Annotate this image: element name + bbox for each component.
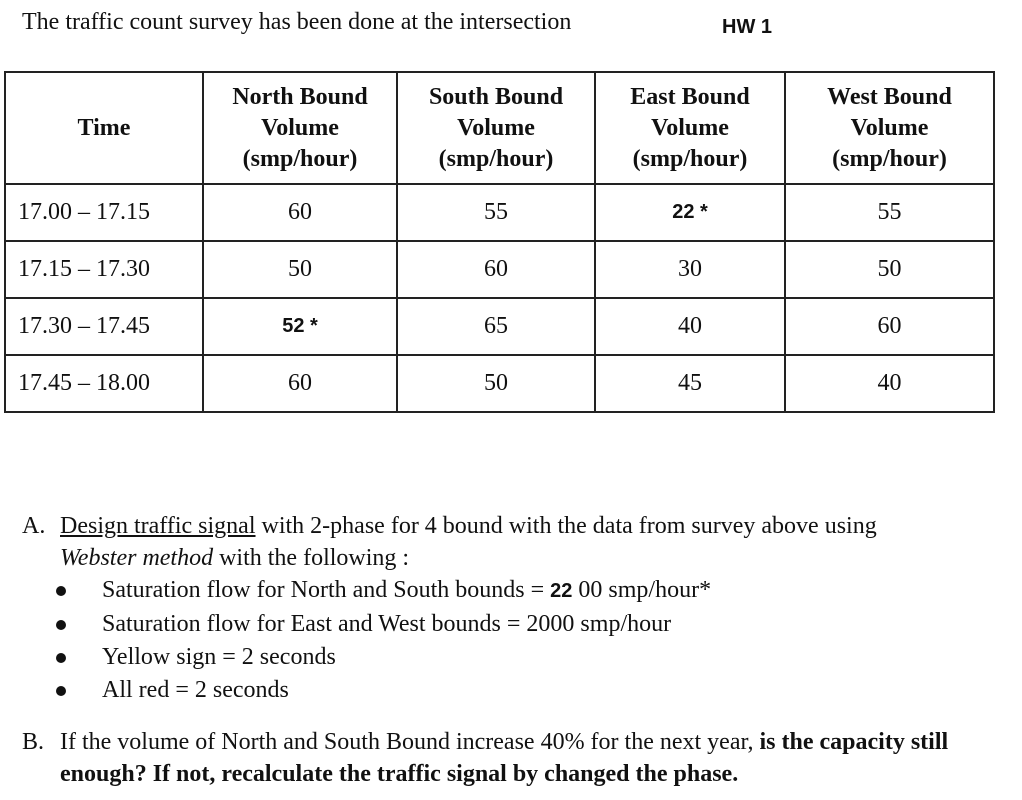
bullet-icon — [56, 686, 66, 696]
bullet-icon — [56, 586, 66, 596]
homework-label: HW 1 — [722, 16, 772, 38]
cell-south: 50 — [397, 355, 595, 412]
cell-west: 40 — [785, 355, 994, 412]
list-item: All red = 2 seconds — [22, 674, 1022, 707]
task-a-marker: A. — [22, 513, 46, 539]
bullet-icon — [56, 653, 66, 663]
cell-east: 22 * — [595, 184, 785, 241]
header-east-bound: East Bound Volume (smp/hour) — [595, 72, 785, 184]
list-item: Saturation flow for East and West bounds = 2000 smp/hour — [22, 608, 1022, 641]
cell-north: 60 — [203, 355, 397, 412]
task-a — [22, 510, 1022, 574]
table-row — [5, 355, 994, 412]
cell-east: 40 — [595, 298, 785, 355]
cell-east: 30 — [595, 241, 785, 298]
table-header-row — [5, 72, 994, 184]
task-b-text: If the volume of North and South Bound increase 40% for the next year, — [60, 729, 760, 755]
cell-south: 65 — [397, 298, 595, 355]
task-a-underlined: Design traffic signal — [60, 513, 256, 539]
task-section — [22, 510, 1022, 787]
edited-value: 22 — [550, 580, 573, 602]
cell-east: 45 — [595, 355, 785, 412]
table-row — [5, 241, 994, 298]
task-a-method: Webster method — [60, 545, 214, 571]
cell-west: 60 — [785, 298, 994, 355]
task-b — [22, 726, 1022, 790]
cell-west: 50 — [785, 241, 994, 298]
cell-north: 60 — [203, 184, 397, 241]
cell-time: 17.15 – 17.30 — [5, 241, 203, 298]
parameter-list — [22, 574, 1022, 707]
cell-south: 55 — [397, 184, 595, 241]
header-west-bound: West Bound Volume (smp/hour) — [785, 72, 994, 184]
traffic-survey-table — [4, 71, 995, 413]
table-row — [5, 298, 994, 355]
cell-time: 17.30 – 17.45 — [5, 298, 203, 355]
header-time: Time — [5, 72, 203, 184]
header-south-bound: South Bound Volume (smp/hour) — [397, 72, 595, 184]
cell-north: 50 — [203, 241, 397, 298]
cell-south: 60 — [397, 241, 595, 298]
list-item: Yellow sign = 2 seconds — [22, 641, 1022, 674]
intro-text: The traffic count survey has been done at the intersection — [22, 9, 572, 35]
cell-north: 52 * — [203, 298, 397, 355]
task-b-marker: B. — [22, 729, 45, 755]
cell-west: 55 — [785, 184, 994, 241]
cell-time: 17.00 – 17.15 — [5, 184, 203, 241]
cell-time: 17.45 – 18.00 — [5, 355, 203, 412]
table-row — [5, 184, 994, 241]
task-b-bold: is the capacity still enough? If not, recalculate the traffic signal by changed the phase. — [60, 729, 949, 787]
task-a-text-end: with the following : — [213, 545, 410, 571]
bullet-icon — [56, 620, 66, 630]
list-item: Saturation flow for North and South bounds = 22 00 smp/hour* — [22, 574, 1022, 608]
task-a-text: with 2-phase for 4 bound with the data from survey above using — [255, 513, 877, 539]
header-north-bound: North Bound Volume (smp/hour) — [203, 72, 397, 184]
